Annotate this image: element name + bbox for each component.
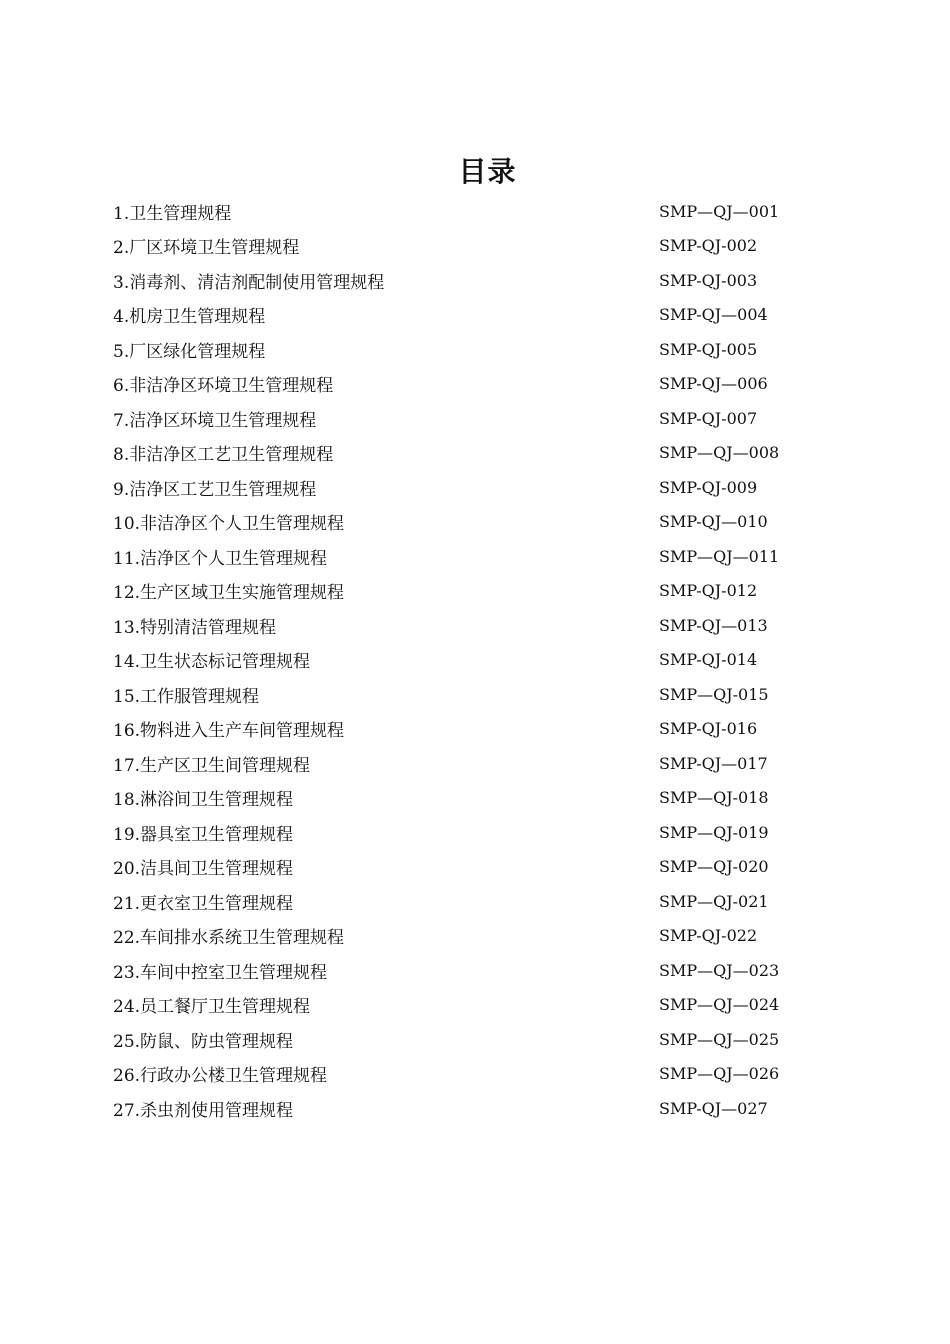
toc-entry-title: 24.员工餐厅卫生管理规程 xyxy=(113,997,311,1018)
toc-row xyxy=(113,470,833,505)
toc-entry-title: 9.洁净区工艺卫生管理规程 xyxy=(113,479,317,500)
toc-row xyxy=(113,401,833,436)
toc-entry-title: 20.洁具间卫生管理规程 xyxy=(113,859,294,880)
toc-row xyxy=(113,953,833,988)
toc-row xyxy=(113,1022,833,1057)
toc-row xyxy=(113,194,833,229)
toc-entry-code: SMP-QJ-012 xyxy=(659,581,758,601)
toc-row xyxy=(113,263,833,298)
toc-row xyxy=(113,643,833,678)
toc-entry-code: SMP—QJ—008 xyxy=(659,443,780,463)
toc-entry-code: SMP-QJ—004 xyxy=(659,305,768,325)
toc-entry-title: 15.工作服管理规程 xyxy=(113,686,260,707)
toc-entry-code: SMP—QJ—024 xyxy=(659,995,780,1015)
toc-row xyxy=(113,815,833,850)
toc-entry-title: 25.防鼠、防虫管理规程 xyxy=(113,1031,294,1052)
toc-entry-code: SMP-QJ-005 xyxy=(659,339,758,359)
toc-row xyxy=(113,332,833,367)
toc-entry-code: SMP—QJ-018 xyxy=(659,788,769,808)
toc-entry-code: SMP—QJ—011 xyxy=(659,546,780,566)
toc-entry-title: 21.更衣室卫生管理规程 xyxy=(113,893,294,914)
toc-entry-code: SMP-QJ-003 xyxy=(659,270,758,290)
toc-row xyxy=(113,850,833,885)
toc-entry-code: SMP—QJ—023 xyxy=(659,960,780,980)
toc-row xyxy=(113,919,833,954)
toc-entry-code: SMP—QJ—025 xyxy=(659,1029,780,1049)
toc-entry-title: 10.非洁净区个人卫生管理规程 xyxy=(113,514,345,535)
toc-entry-title: 2.厂区环境卫生管理规程 xyxy=(113,238,300,259)
toc-entry-title: 6.非洁净区环境卫生管理规程 xyxy=(113,376,334,397)
toc-row xyxy=(113,781,833,816)
toc-entry-code: SMP-QJ-016 xyxy=(659,719,758,739)
toc-entry-title: 3.消毒剂、清洁剂配制使用管理规程 xyxy=(113,272,385,293)
toc-row xyxy=(113,1057,833,1092)
toc-entry-code: SMP—QJ—001 xyxy=(659,201,780,221)
toc-row xyxy=(113,884,833,919)
toc-entry-title: 22.车间排水系统卫生管理规程 xyxy=(113,928,345,949)
toc-entry-title: 5.厂区绿化管理规程 xyxy=(113,341,266,362)
toc-row xyxy=(113,505,833,540)
toc-entry-code: SMP-QJ-009 xyxy=(659,477,758,497)
page-title: 目录 xyxy=(458,155,517,188)
toc-entry-title: 13.特别清洁管理规程 xyxy=(113,617,277,638)
toc-entry-code: SMP-QJ-014 xyxy=(659,650,758,670)
toc-entry-code: SMP—QJ-019 xyxy=(659,822,769,842)
toc-entry-title: 4.机房卫生管理规程 xyxy=(113,307,266,328)
toc-entry-code: SMP—QJ-020 xyxy=(659,857,769,877)
toc-row xyxy=(113,229,833,264)
toc-entry-code: SMP-QJ—006 xyxy=(659,374,768,394)
toc-entry-title: 11.洁净区个人卫生管理规程 xyxy=(113,548,328,569)
toc-entry-title: 19.器具室卫生管理规程 xyxy=(113,824,294,845)
toc-row xyxy=(113,712,833,747)
table-of-contents xyxy=(113,194,833,1126)
toc-entry-title: 7.洁净区环境卫生管理规程 xyxy=(113,410,317,431)
toc-row xyxy=(113,988,833,1023)
toc-row xyxy=(113,608,833,643)
toc-entry-title: 27.杀虫剂使用管理规程 xyxy=(113,1100,294,1121)
toc-entry-title: 12.生产区域卫生实施管理规程 xyxy=(113,583,345,604)
toc-row xyxy=(113,746,833,781)
toc-entry-code: SMP—QJ-015 xyxy=(659,684,769,704)
toc-entry-code: SMP-QJ—027 xyxy=(659,1098,768,1118)
toc-row xyxy=(113,436,833,471)
toc-row xyxy=(113,1091,833,1126)
toc-entry-code: SMP-QJ-022 xyxy=(659,926,758,946)
toc-row xyxy=(113,574,833,609)
toc-entry-code: SMP—QJ—026 xyxy=(659,1064,780,1084)
toc-entry-code: SMP-QJ—010 xyxy=(659,512,768,532)
toc-entry-title: 1.卫生管理规程 xyxy=(113,203,232,224)
toc-entry-title: 26.行政办公楼卫生管理规程 xyxy=(113,1066,328,1087)
toc-entry-title: 23.车间中控室卫生管理规程 xyxy=(113,962,328,983)
toc-entry-code: SMP-QJ-002 xyxy=(659,236,758,256)
toc-row xyxy=(113,298,833,333)
toc-entry-title: 8.非洁净区工艺卫生管理规程 xyxy=(113,445,334,466)
toc-row xyxy=(113,539,833,574)
toc-entry-code: SMP-QJ-007 xyxy=(659,408,758,428)
toc-entry-title: 14.卫生状态标记管理规程 xyxy=(113,652,311,673)
toc-row xyxy=(113,677,833,712)
toc-entry-title: 16.物料进入生产车间管理规程 xyxy=(113,721,345,742)
toc-entry-title: 17.生产区卫生间管理规程 xyxy=(113,755,311,776)
toc-entry-code: SMP-QJ—013 xyxy=(659,615,768,635)
toc-entry-code: SMP—QJ-021 xyxy=(659,891,769,911)
toc-entry-title: 18.淋浴间卫生管理规程 xyxy=(113,790,294,811)
toc-row xyxy=(113,367,833,402)
toc-entry-code: SMP-QJ—017 xyxy=(659,753,768,773)
